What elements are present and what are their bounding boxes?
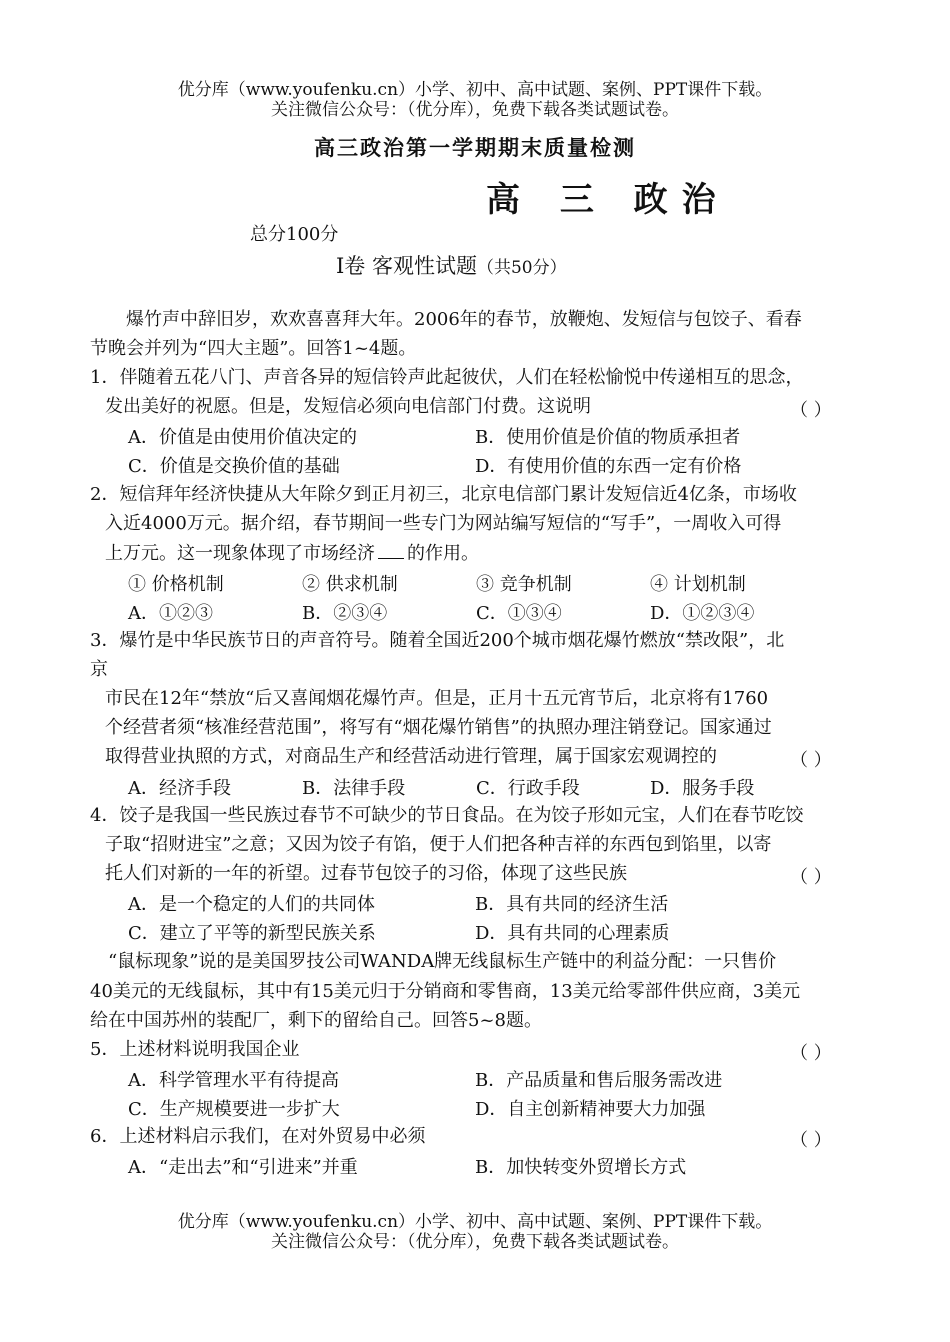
intro2-line-2: 40美元的无线鼠标，其中有15美元归于分销商和零售商，13美元给零部件供应商，3美元 xyxy=(90,981,801,1002)
q2-item-3: ③ 竞争机制 xyxy=(476,574,572,595)
q3-line-5: 取得营业执照的方式，对商品生产和经营活动进行管理，属于国家宏观调控的 xyxy=(105,746,717,767)
header-line-2: 关注微信公众号：（优分库），免费下载各类试题试卷。 xyxy=(271,100,679,120)
q3-option-c: C．行政手段 xyxy=(476,778,580,799)
q4-option-a: A．是一个稳定的人们的共同体 xyxy=(128,894,375,915)
q5-option-a: A．科学管理水平有待提高 xyxy=(128,1070,339,1091)
q2-option-c: C．①③④ xyxy=(476,603,562,624)
q1-line-2: 发出美好的祝愿。但是，发短信必须向电信部门付费。这说明 xyxy=(105,396,591,417)
q6-answer-paren: （ ） xyxy=(790,1130,832,1151)
section-score: （共50分） xyxy=(476,258,567,278)
exam-title: 高三政治第一学期期末质量检测 xyxy=(314,135,636,160)
q5-option-c: C．生产规模要进一步扩大 xyxy=(128,1099,340,1120)
q4-line-1: 4．饺子是我国一些民族过春节不可缺少的节日食品。在为饺子形如元宝，人们在春节吃饺 xyxy=(90,805,804,826)
intro2-line-3: 给在中国苏州的装配厂，剩下的留给自己。回答5~8题。 xyxy=(90,1010,542,1031)
q4-option-b: B．具有共同的经济生活 xyxy=(475,894,669,915)
q5-answer-paren: （ ） xyxy=(790,1043,832,1064)
q5-option-b: B．产品质量和售后服务需改进 xyxy=(475,1070,723,1091)
q1-option-c: C．价值是交换价值的基础 xyxy=(128,456,340,477)
q2-blank xyxy=(378,540,404,559)
q2-line-2: 入近4000万元。据介绍，春节期间一些专门为网站编写短信的“写手”，一周收入可得 xyxy=(105,513,782,534)
intro2-line-1: “鼠标现象”说的是美国罗技公司WANDA牌无线鼠标生产链中的利益分配：一只售价 xyxy=(108,951,777,972)
q3-option-a: A．经济手段 xyxy=(128,778,231,799)
q4-option-c: C．建立了平等的新型民族关系 xyxy=(128,923,376,944)
q3-line-2: 京 xyxy=(90,659,108,680)
q2-option-d: D．①②③④ xyxy=(650,603,755,624)
total-score: 总分100分 xyxy=(250,224,339,245)
q2-item-2: ② 供求机制 xyxy=(302,574,398,595)
q1-option-b: B．使用价值是价值的物质承担者 xyxy=(475,427,741,448)
q6-line-1: 6．上述材料启示我们，在对外贸易中必须 xyxy=(90,1126,426,1147)
section-title: Ⅰ卷 客观性试题 xyxy=(336,254,477,278)
q3-line-1: 3．爆竹是中华民族节日的声音符号。随着全国近200个城市烟花爆竹燃放“禁改限”，北 xyxy=(90,630,785,651)
q2-option-a: A．①②③ xyxy=(128,603,213,624)
q3-option-d: D．服务手段 xyxy=(650,778,755,799)
q2-line-1: 2．短信拜年经济快捷从大年除夕到正月初三，北京电信部门累计发短信近4亿条，市场收 xyxy=(90,484,797,505)
intro1-line-2: 节晚会并列为“四大主题”。回答1~4题。 xyxy=(90,338,417,359)
q2-line-3-text: 上万元。这一现象体现了市场经济 xyxy=(105,543,375,564)
q4-option-d: D．具有共同的心理素质 xyxy=(475,923,670,944)
q2-item-4: ④ 计划机制 xyxy=(650,574,746,595)
q2-line-3 xyxy=(105,540,479,567)
intro1-line-1: 爆竹声中辞旧岁，欢欢喜喜拜大年。2006年的春节，放鞭炮、发短信与包饺子、看春 xyxy=(126,309,802,330)
section-heading xyxy=(336,250,567,280)
q1-option-d: D．有使用价值的东西一定有价格 xyxy=(475,456,742,477)
q3-option-b: B．法律手段 xyxy=(302,778,406,799)
q2-item-1: ① 价格机制 xyxy=(128,574,224,595)
q4-answer-paren: （ ） xyxy=(790,867,832,888)
q5-option-d: D．自主创新精神要大力加强 xyxy=(475,1099,706,1120)
q6-option-b: B．加快转变外贸增长方式 xyxy=(475,1157,687,1178)
q2-line-3-tail: 的作用。 xyxy=(407,543,479,564)
q2-option-b: B．②③④ xyxy=(302,603,388,624)
q3-line-3: 市民在12年“禁放“后又喜闻烟花爆竹声。但是，正月十五元宵节后，北京将有1760 xyxy=(105,688,769,709)
q1-line-1: 1．伴随着五花八门、声音各异的短信铃声此起彼伏，人们在轻松愉悦中传递相互的思念， xyxy=(90,367,804,388)
footer-line-2: 关注微信公众号：（优分库），免费下载各类试题试卷。 xyxy=(271,1232,679,1252)
q1-option-a: A．价值是由使用价值决定的 xyxy=(128,427,357,448)
q6-option-a: A．“走出去”和“引进来”并重 xyxy=(128,1157,358,1178)
q4-line-2: 子取“招财进宝”之意；又因为饺子有馅，便于人们把各种吉祥的东西包到馅里，以寄 xyxy=(105,834,772,855)
q5-line-1: 5．上述材料说明我国企业 xyxy=(90,1039,300,1060)
header-line-1: 优分库（www.youfenku.cn）小学、初中、高中试题、案例、PPT课件下载。 xyxy=(177,80,773,100)
subject-title: 高 三 政治 xyxy=(486,180,730,220)
footer-line-1: 优分库（www.youfenku.cn）小学、初中、高中试题、案例、PPT课件下载。 xyxy=(177,1212,773,1232)
q4-line-3: 托人们对新的一年的祈望。过春节包饺子的习俗，体现了这些民族 xyxy=(105,863,627,884)
q1-answer-paren: （ ） xyxy=(790,400,832,421)
q3-line-4: 个经营者须“核准经营范围”，将写有“烟花爆竹销售”的执照办理注销登记。国家通过 xyxy=(105,717,772,738)
q3-answer-paren: （ ） xyxy=(790,750,832,771)
